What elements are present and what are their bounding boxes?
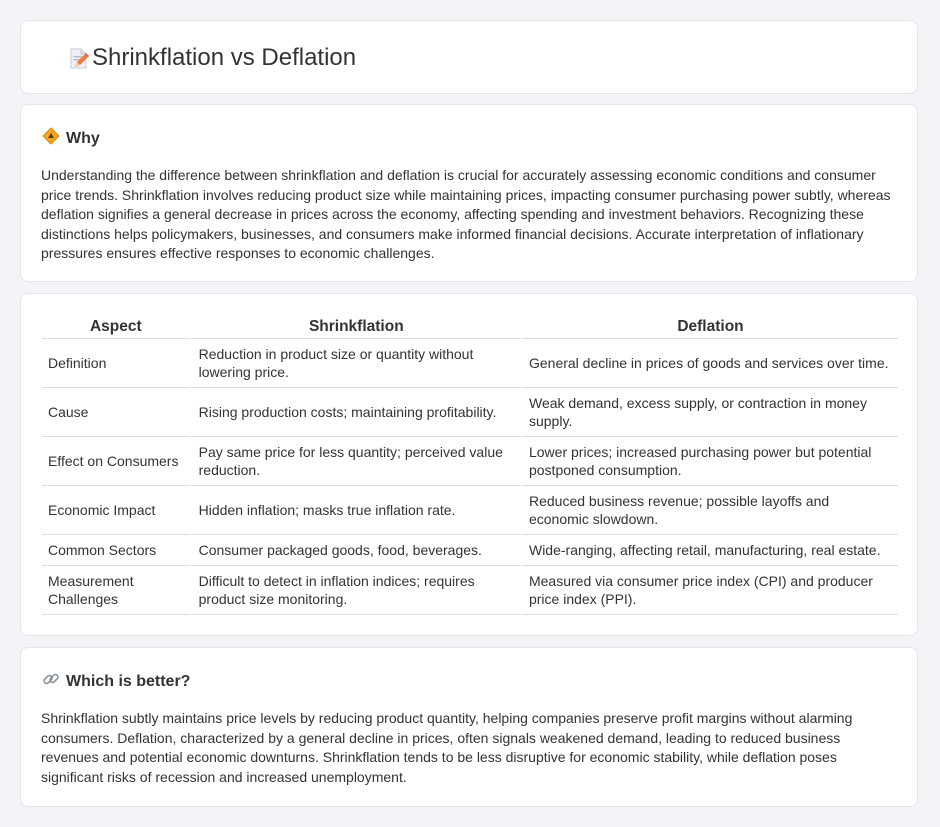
deflation-cell: Wide-ranging, affecting retail, manufacturing, real estate. (520, 535, 898, 566)
aspect-cell: Common Sectors (42, 535, 190, 566)
aspect-cell: Definition (42, 339, 190, 388)
shrinkflation-cell: Rising production costs; maintaining profitability. (190, 388, 520, 437)
table-row (42, 437, 898, 486)
page-title: Shrinkflation vs Deflation (92, 44, 357, 71)
why-paragraph: Understanding the difference between shrinkflation and deflation is crucial for accurately assessing economic conditions and consumer price trends. Shrinkflation involves reducing product size while maintaining prices, impacting consumer purchasing power subtly, whereas deflation signifies a general decrease in prices across the economy, affecting spending and investment behaviors. Recognizing these distinctions helps policymakers, businesses, and consumers make informed financial decisions. Accurate interpretation of inflationary pressures ensures effective responses to economic challenges. (41, 167, 891, 261)
why-heading (42, 127, 100, 150)
shrinkflation-cell: Reduction in product size or quantity without lowering price. (190, 339, 520, 388)
shrinkflation-cell: Consumer packaged goods, food, beverages. (190, 535, 520, 566)
header-aspect: Aspect (42, 316, 190, 339)
shrinkflation-cell: Hidden inflation; masks true inflation rate. (190, 486, 520, 535)
deflation-cell: Weak demand, excess supply, or contraction in money supply. (520, 388, 898, 437)
table-row (42, 388, 898, 437)
better-heading (42, 670, 190, 693)
aspect-cell: Effect on Consumers (42, 437, 190, 486)
table-row (42, 535, 898, 566)
deflation-cell: Reduced business revenue; possible layoffs and economic slowdown. (520, 486, 898, 535)
aspect-cell: Cause (42, 388, 190, 437)
shrinkflation-cell: Pay same price for less quantity; perceived value reduction. (190, 437, 520, 486)
table-row (42, 566, 898, 615)
header-card (20, 20, 918, 94)
better-title: Which is better? (66, 672, 191, 690)
table-header-row (42, 316, 898, 339)
comparison-table (42, 316, 898, 615)
deflation-cell: Measured via consumer price index (CPI) and producer price index (PPI). (520, 566, 898, 615)
document-pencil-icon (67, 47, 91, 76)
diamond-road-sign-icon (42, 127, 60, 150)
why-card (20, 104, 918, 282)
table-row (42, 339, 898, 388)
which-is-better-card (20, 647, 918, 807)
table-row (42, 486, 898, 535)
deflation-cell: Lower prices; increased purchasing power but potential postponed consumption. (520, 437, 898, 486)
why-title: Why (66, 129, 100, 147)
aspect-cell: Economic Impact (42, 486, 190, 535)
aspect-cell: Measurement Challenges (42, 566, 190, 615)
header-deflation: Deflation (520, 316, 898, 339)
better-paragraph: Shrinkflation subtly maintains price levels by reducing product quantity, helping companies preserve profit margins without alarming consumers. Deflation, characterized by a general decline in prices, often signals weakened demand, leading to reduced business revenues and potential economic downturns. Shrinkflation tends to be less disruptive for economic stability, while deflation poses significant risks of recession and increased unemployment. (41, 710, 853, 785)
header-shrinkflation: Shrinkflation (190, 316, 520, 339)
comparison-card (20, 293, 918, 636)
link-icon (42, 670, 60, 693)
shrinkflation-cell: Difficult to detect in inflation indices; requires product size monitoring. (190, 566, 520, 615)
deflation-cell: General decline in prices of goods and services over time. (520, 339, 898, 388)
